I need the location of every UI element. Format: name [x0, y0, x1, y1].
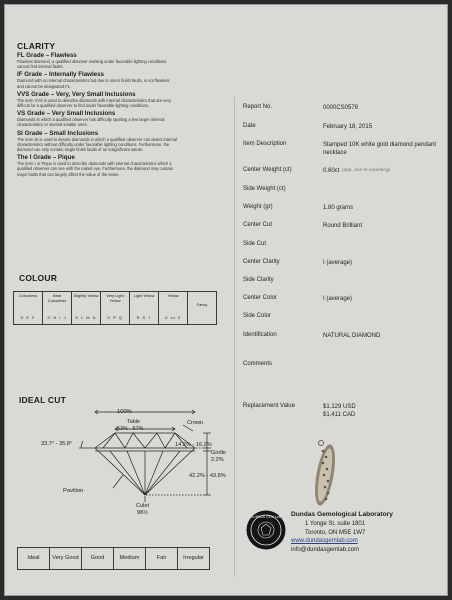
clarity-grade-description: qualified observer can see with the naked eye. Furthermore, the diamond may contain: [17, 166, 173, 172]
crown-height-label: 14.2% - 16.2%: [175, 442, 212, 448]
clarity-heading: CLARITY: [17, 41, 56, 51]
colour-cell: [130, 292, 159, 325]
field-label: Center Weight (ct): [243, 167, 292, 173]
girdle-pct-label: 2.2%: [211, 457, 224, 463]
lab-name: Dundas Gemological Laboratory: [291, 511, 393, 518]
colour-cell-label: Near Colourless: [47, 293, 67, 303]
field-value: NATURAL DIAMOND: [323, 333, 381, 339]
field-label: Center Color: [243, 295, 278, 301]
field-label: Center Cut: [243, 222, 273, 228]
pavilion-label: Pavilion: [63, 488, 84, 494]
field-value: Round Brilliant: [323, 223, 363, 229]
clarity-grade-description: and cannot be designated FL.: [17, 83, 72, 89]
lab-seal-logo: [245, 509, 287, 551]
clarity-grade-description: Flawless diamond, a qualified observer working under favorable lighting conditions: [17, 59, 167, 64]
clarity-grade-title: SI Grade – Small Inclusions: [17, 129, 99, 137]
clarity-grade-description: major faults that can largely affect the value of the stone.: [17, 171, 120, 177]
field-label: Side Clarity: [243, 277, 274, 283]
field-label: Side Color: [243, 313, 272, 319]
colour-cell: [159, 292, 188, 325]
clarity-grade-description: The term SI is used to denote diamonds in which a qualified observer can detect internal: [17, 136, 177, 142]
cut-grade-cell: Irregular: [178, 548, 210, 570]
colour-cell-label: Colourless: [18, 293, 38, 298]
colour-cell: [14, 292, 43, 325]
colour-cell-codes: G H I J: [47, 315, 67, 321]
colour-cell-label: Slightly Yellow: [73, 293, 99, 298]
clarity-grade-title: FL Grade – Flawless: [17, 52, 77, 59]
field-value: 0.60ct: [323, 168, 340, 174]
colour-heading: COLOUR: [19, 273, 58, 283]
colour-cell: [43, 292, 72, 325]
cut-grade-cell: Good: [82, 548, 114, 570]
ideal-cut-heading: IDEAL CUT: [19, 395, 66, 405]
colour-cell-codes: K L M N: [75, 315, 97, 321]
field-value: 0000CS0578: [323, 105, 359, 111]
field-label: Comments: [243, 361, 273, 367]
cut-grade-table: [17, 547, 210, 570]
clarity-grade-title: The I Grade – Pique: [17, 154, 75, 162]
pendant-image: [312, 437, 338, 509]
colour-cell-label: Very Light Yellow: [106, 293, 124, 303]
field-label: Date: [243, 123, 256, 129]
colour-cell-codes: U to Z: [164, 315, 182, 321]
field-label: Item Description: [243, 141, 287, 147]
field-label: Replacement Value: [243, 403, 295, 409]
table-range-label: 53% - 57%: [117, 426, 144, 432]
width-label: 100%: [117, 409, 132, 415]
clarity-grade-description: difficult for a qualified observer to find under favorable lighting conditions.: [17, 103, 150, 109]
colour-cell-label: Fancy: [196, 302, 208, 307]
colour-cell-label: Yellow: [167, 293, 179, 298]
colour-scale-table: [13, 291, 217, 325]
clarity-grade-description: The term I or Pique is used to describe diamonds with internal characteristics which a: [17, 161, 172, 167]
lab-address-line2: Toronto, ON M5E 1W7: [305, 529, 366, 536]
clarity-grade-description: characteristics or several smaller ones.: [17, 122, 88, 128]
field-value: I (average): [323, 260, 353, 266]
colour-cell-codes: O P Q: [107, 315, 123, 321]
colour-cell: [101, 292, 130, 325]
culet-label: Culet: [136, 503, 150, 509]
lab-contact-block: [291, 511, 441, 555]
column-divider: [234, 97, 235, 577]
girdle-label: Girdle: [211, 450, 226, 456]
field-label: Identification: [243, 332, 277, 338]
clarity-grade-description: Diamonds in which a qualified observer has difficulty spotting a few larger internal: [17, 117, 165, 123]
cut-grade-cell: Fair: [146, 548, 178, 570]
cut-grade-cell: Medium: [114, 548, 146, 570]
clarity-grade-description: cannot find internal faults.: [17, 64, 64, 70]
lab-address-line1: 1 Yonge St, suite 1801: [305, 520, 366, 527]
colour-cell-codes: R S T: [136, 315, 152, 321]
clarity-grade-title: VVS Grade – Very, Very Small Inclusions: [17, 90, 136, 98]
cut-grade-cell: Ideal: [18, 548, 50, 570]
colour-cell-codes: D E F: [20, 315, 36, 321]
field-value: February 18, 2015: [323, 124, 373, 130]
colour-cell: [72, 292, 101, 325]
clarity-grades: [17, 52, 232, 177]
clarity-grade-title: IF Grade – Internally Flawless: [17, 71, 105, 79]
cut-grade-cell: Very Good: [50, 548, 82, 570]
clarity-grade-description: diamond can only contain single finish faults of an insignificant nature.: [17, 147, 144, 153]
field-value: Stamped 10K white gold diamond pendant necklace: [323, 142, 437, 156]
appraisal-certificate: [4, 4, 448, 596]
field-label: Weight (gr): [243, 204, 273, 210]
lab-email[interactable]: info@dundasgemlab.com: [291, 547, 360, 554]
field-value: $1,129 USD: [323, 404, 356, 410]
table-label: Table: [127, 419, 140, 425]
colour-cell-label: Light Yellow: [133, 293, 155, 298]
field-label: Side Cut: [243, 241, 267, 247]
clarity-grade-description: characteristics without difficulty under favorable lighting conditions. Furthermore, the: [17, 141, 170, 147]
clarity-grade-description: Diamond with no internal characteristics but due to minor finish faults, is not flawless: [17, 78, 170, 84]
culet-pct-label: 98½: [137, 510, 148, 516]
colour-cell: [188, 292, 217, 325]
field-label: Report No.: [243, 104, 273, 110]
pavilion-depth-label: 42.2% - 43.8%: [189, 473, 226, 479]
field-value: I (average): [323, 296, 353, 302]
field-note: (app. due to mounting): [342, 168, 391, 173]
field-label: Side Weight (ct): [243, 186, 286, 192]
field-value-secondary: $1,411 CAD: [323, 412, 356, 418]
seal-text: DUNDAS GEM LAB: [250, 515, 282, 519]
field-value: 1.80 grams: [323, 205, 354, 211]
crown-label: Crown: [187, 420, 204, 426]
clarity-grade-description: The term VVS is used to describe diamonds with internal characteristics that are very: [17, 97, 172, 103]
field-label: Center Clarity: [243, 259, 280, 265]
crown-angle-label: 33.7° - 35.8°: [41, 441, 73, 447]
clarity-grade-title: VS Grade – Very Small Inclusions: [17, 110, 116, 118]
lab-website-link[interactable]: www.dundasgemlab.com: [291, 538, 358, 545]
